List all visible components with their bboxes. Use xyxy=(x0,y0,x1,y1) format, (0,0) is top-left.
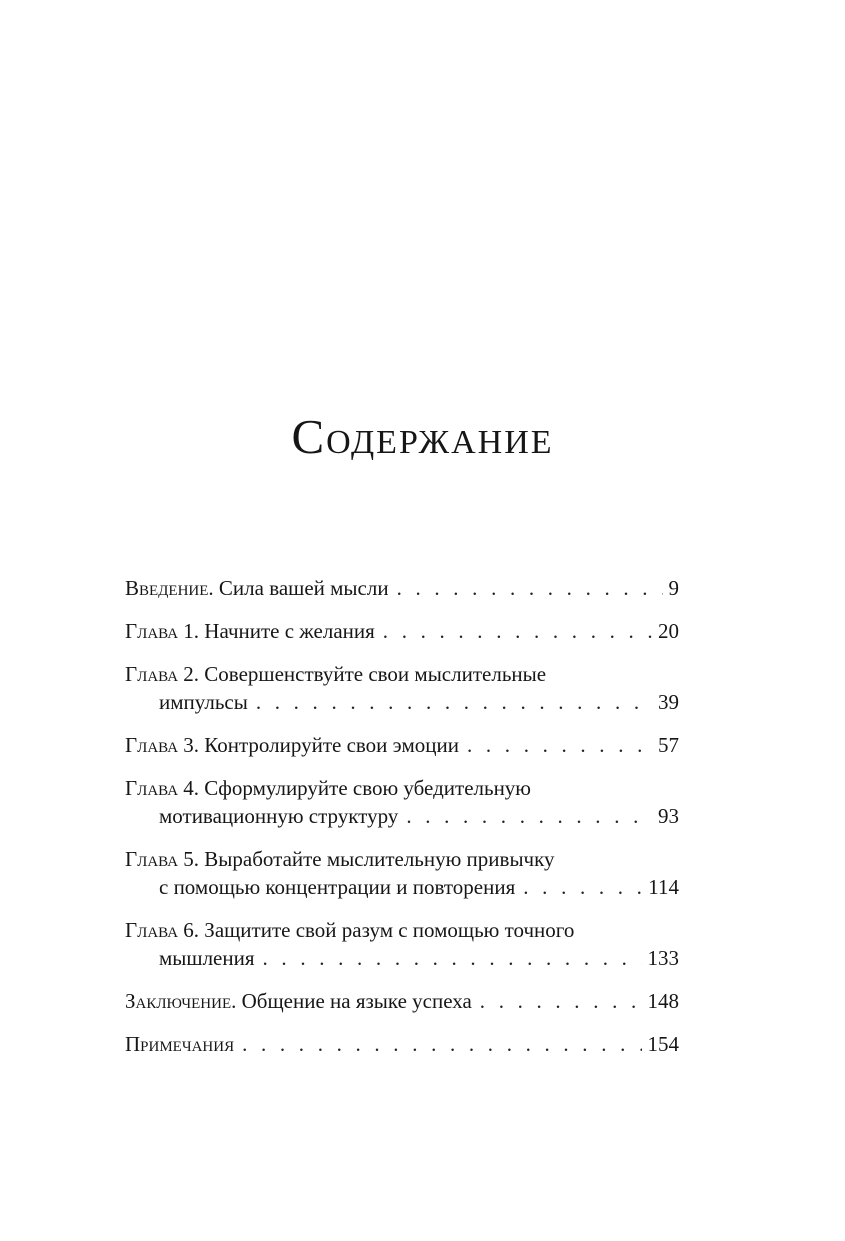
page-number: 133 xyxy=(647,946,679,970)
page-number: 93 xyxy=(658,804,679,828)
toc-entry-introduction[interactable] xyxy=(125,574,679,602)
page-number: 154 xyxy=(647,1032,679,1056)
toc-entry-conclusion[interactable] xyxy=(125,987,679,1015)
toc-entry-chapter-2[interactable] xyxy=(125,660,679,716)
toc-title: Начните с желания xyxy=(204,619,375,643)
dot-leader xyxy=(467,731,652,759)
toc-title: Контролируйте свои эмоции xyxy=(204,733,459,757)
toc-line xyxy=(125,731,679,759)
toc-prefix: Глава 4. xyxy=(125,776,200,800)
toc-line-continued xyxy=(125,802,679,830)
toc-title-continued: импульсы xyxy=(159,690,248,714)
toc-prefix: Заключение. xyxy=(125,989,237,1013)
toc-prefix: Глава 6. xyxy=(125,918,200,942)
toc-title-continued: с помощью концентрации и повторения xyxy=(159,875,516,899)
toc-title: Сила вашей мысли xyxy=(218,576,389,600)
dot-leader xyxy=(263,944,642,972)
toc-prefix: Глава 3. xyxy=(125,733,200,757)
toc-label xyxy=(125,660,546,688)
toc-label xyxy=(125,1030,234,1058)
dot-leader xyxy=(480,987,642,1015)
toc-line xyxy=(125,574,679,602)
toc-title-continued: мышления xyxy=(159,946,255,970)
toc-label xyxy=(125,574,389,602)
toc-prefix: Глава 1. xyxy=(125,619,200,643)
page-number: 39 xyxy=(658,690,679,714)
toc-label xyxy=(125,845,555,873)
toc-line-continued xyxy=(125,873,679,901)
toc-line xyxy=(125,774,679,802)
toc-line xyxy=(125,987,679,1015)
toc-prefix: Введение. xyxy=(125,576,214,600)
dot-leader xyxy=(406,802,652,830)
toc-title-continued: мотивационную структуру xyxy=(159,804,399,828)
page-title: Содержание xyxy=(291,409,554,464)
page-number: 9 xyxy=(668,576,679,600)
toc-prefix: Примечания xyxy=(125,1032,235,1056)
toc-entry-chapter-4[interactable] xyxy=(125,774,679,830)
dot-leader xyxy=(256,688,652,716)
toc-prefix: Глава 2. xyxy=(125,662,200,686)
page-number: 148 xyxy=(647,989,679,1013)
toc-line xyxy=(125,916,679,944)
toc-label xyxy=(125,731,459,759)
page-number: 57 xyxy=(658,733,679,757)
dot-leader xyxy=(242,1030,641,1058)
toc-line xyxy=(125,845,679,873)
toc-entry-chapter-1[interactable] xyxy=(125,617,679,645)
toc-entry-chapter-5[interactable] xyxy=(125,845,679,901)
toc-title: Общение на языке успеха xyxy=(241,989,472,1013)
toc-line-continued xyxy=(125,944,679,972)
toc-title: Защитите свой разум с помощью точного xyxy=(204,918,575,942)
toc-entry-notes[interactable] xyxy=(125,1030,679,1058)
dot-leader xyxy=(397,574,663,602)
toc-entry-chapter-6[interactable] xyxy=(125,916,679,972)
toc-label xyxy=(125,617,375,645)
toc-line xyxy=(125,617,679,645)
page-number: 114 xyxy=(648,875,679,899)
toc-title: Сформулируйте свою убедительную xyxy=(204,776,531,800)
toc-line-continued xyxy=(125,688,679,716)
toc-title: Совершенствуйте свои мыслительные xyxy=(204,662,547,686)
toc-prefix: Глава 5. xyxy=(125,847,200,871)
table-of-contents xyxy=(125,574,679,1058)
page-number: 20 xyxy=(658,619,679,643)
toc-line xyxy=(125,660,679,688)
toc-label xyxy=(125,916,574,944)
dot-leader xyxy=(383,617,652,645)
toc-entry-chapter-3[interactable] xyxy=(125,731,679,759)
toc-title: Выработайте мыслительную привычку xyxy=(204,847,555,871)
toc-line xyxy=(125,1030,679,1058)
toc-label xyxy=(125,774,531,802)
toc-label xyxy=(125,987,472,1015)
dot-leader xyxy=(523,873,642,901)
